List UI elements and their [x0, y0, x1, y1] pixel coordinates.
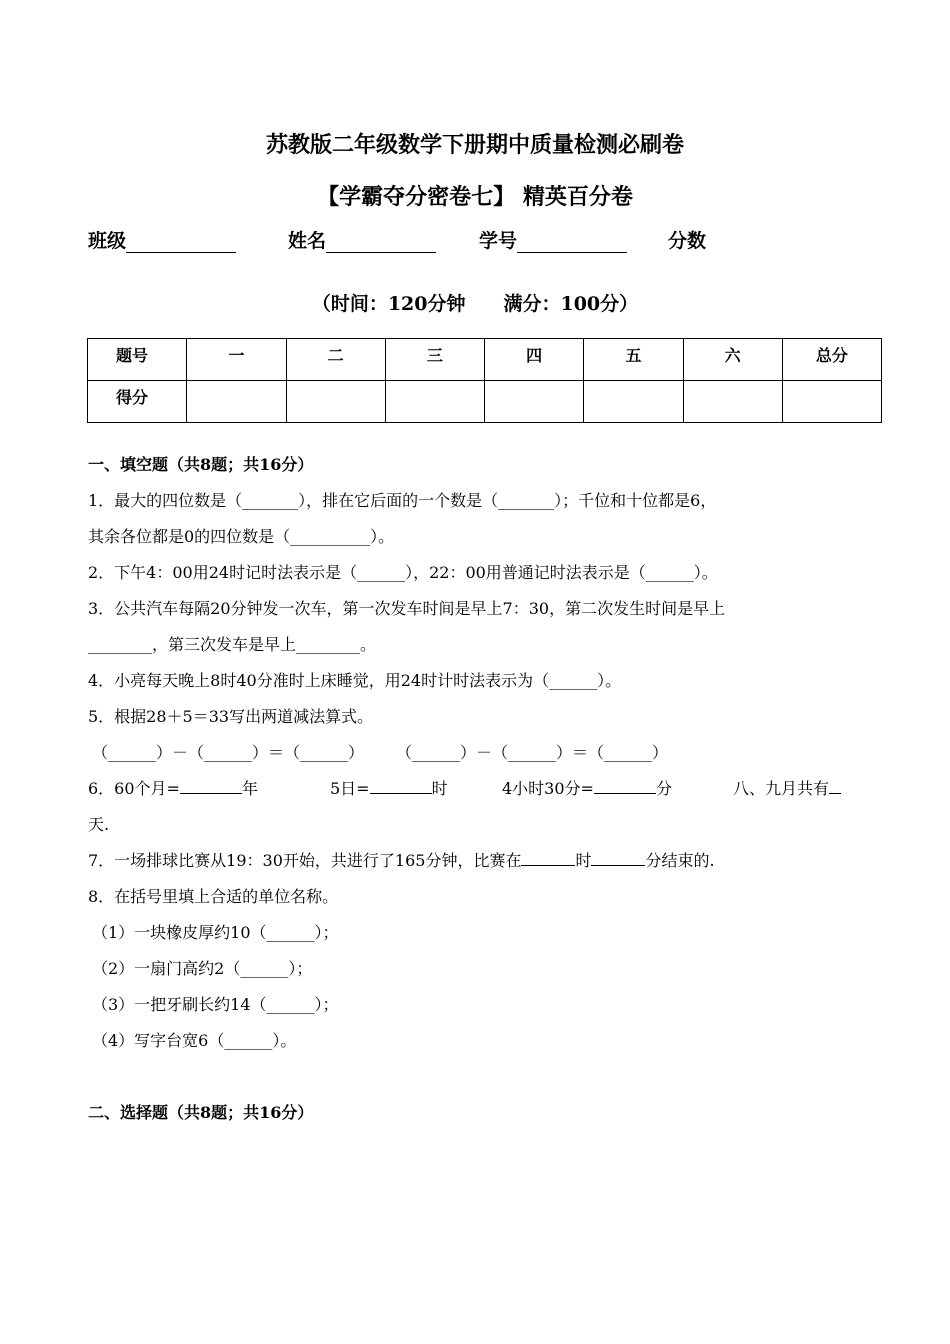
- question-6: [88, 776, 258, 799]
- name-blank[interactable]: [326, 232, 436, 253]
- score-field: [668, 226, 706, 253]
- name-field: [288, 226, 436, 253]
- q6-part-b: 5日=: [330, 779, 370, 798]
- score-table-header: 一: [187, 339, 286, 381]
- class-blank[interactable]: [126, 232, 236, 253]
- score-cell[interactable]: [782, 381, 881, 423]
- q7-unit-hour: 时: [575, 851, 592, 870]
- q6-unit-b: 时: [431, 779, 448, 798]
- q6-unit-a: 年: [241, 779, 258, 798]
- page-title: 苏教版二年级数学下册期中质量检测必刷卷: [265, 132, 684, 158]
- question-line: （4）写字台宽6（______）。: [92, 1031, 297, 1050]
- class-label: 班级: [88, 230, 127, 252]
- score-cell[interactable]: [485, 381, 584, 423]
- name-label: 姓名: [288, 230, 327, 252]
- score-table-header: 五: [584, 339, 683, 381]
- q6-part-a: 6．60个月=: [88, 779, 180, 798]
- score-cell[interactable]: [286, 381, 385, 423]
- score-row-label: 得分: [88, 381, 187, 423]
- score-cell[interactable]: [683, 381, 782, 423]
- question-line: （2）一扇门高约2（______）；: [92, 959, 313, 978]
- id-field: [479, 226, 627, 253]
- question-6-d: [733, 776, 841, 799]
- question-line: 4．小亮每天晚上8时40分准时上床睡觉，用24时计时法表示为（______）。: [88, 671, 622, 690]
- score-table-score-row: [88, 381, 882, 423]
- q6-part-d: 八、九月共有: [733, 779, 830, 798]
- question-line: （1）一块橡皮厚约10（______）；: [92, 923, 339, 942]
- score-table-header: 题号: [88, 339, 187, 381]
- time-limit: （时间：120分钟 满分：100分）: [311, 293, 639, 315]
- score-cell[interactable]: [385, 381, 484, 423]
- answer-blank[interactable]: [180, 777, 242, 794]
- score-cell[interactable]: [187, 381, 286, 423]
- score-table-header: 六: [683, 339, 782, 381]
- id-blank[interactable]: [517, 232, 627, 253]
- question-line: 8．在括号里填上合适的单位名称。: [88, 887, 339, 906]
- q7-unit-minute: 分结束的.: [645, 851, 715, 870]
- question-line: （______）－（______）＝（______） （______）－（______）＝（______）: [92, 743, 669, 762]
- question-line: ________，第三次发车是早上________。: [88, 635, 377, 654]
- section2-heading: 二、选择题（共8题；共16分）: [88, 1103, 314, 1122]
- answer-blank[interactable]: [594, 777, 656, 794]
- answer-blank[interactable]: [521, 849, 575, 866]
- section1-heading: 一、填空题（共8题；共16分）: [88, 455, 314, 474]
- q6-unit-c: 分: [655, 779, 672, 798]
- answer-blank[interactable]: [591, 849, 645, 866]
- score-table-header: 三: [385, 339, 484, 381]
- score-label: 分数: [668, 230, 707, 252]
- question-line: 1．最大的四位数是（_______），排在它后面的一个数是（_______）；千位和十位都是6，: [88, 491, 717, 510]
- id-label: 学号: [479, 230, 518, 252]
- score-table: [87, 338, 882, 423]
- question-line: 3．公共汽车每隔20分钟发一次车，第一次发车时间是早上7：30，第二次发生时间是早上: [88, 599, 726, 618]
- score-table-header-row: [88, 339, 882, 381]
- question-line: 2．下午4：00用24时记时法表示是（______），22：00用普通记时法表示是（______）。: [88, 563, 718, 582]
- question-line: （3）一把牙刷长约14（______）；: [92, 995, 339, 1014]
- score-table-header: 二: [286, 339, 385, 381]
- question-6-cont: 天.: [88, 815, 110, 834]
- question-6-b: [330, 776, 448, 799]
- answer-blank[interactable]: [829, 777, 841, 794]
- class-field: [88, 226, 236, 253]
- q6-part-c: 4小时30分=: [502, 779, 594, 798]
- score-cell[interactable]: [584, 381, 683, 423]
- answer-blank[interactable]: [370, 777, 432, 794]
- page-subtitle: 【学霸夺分密卷七】 精英百分卷: [317, 184, 633, 210]
- question-line: 5．根据28＋5＝33写出两道减法算式。: [88, 707, 374, 726]
- question-6-c: [502, 776, 672, 799]
- score-table-header: 四: [485, 339, 584, 381]
- question-7: [88, 848, 715, 871]
- score-table-header: 总分: [782, 339, 881, 381]
- question-line: 其余各位都是0的四位数是（__________）。: [88, 527, 395, 546]
- q7-text: 7．一场排球比赛从19：30开始，共进行了165分钟，比赛在: [88, 851, 522, 870]
